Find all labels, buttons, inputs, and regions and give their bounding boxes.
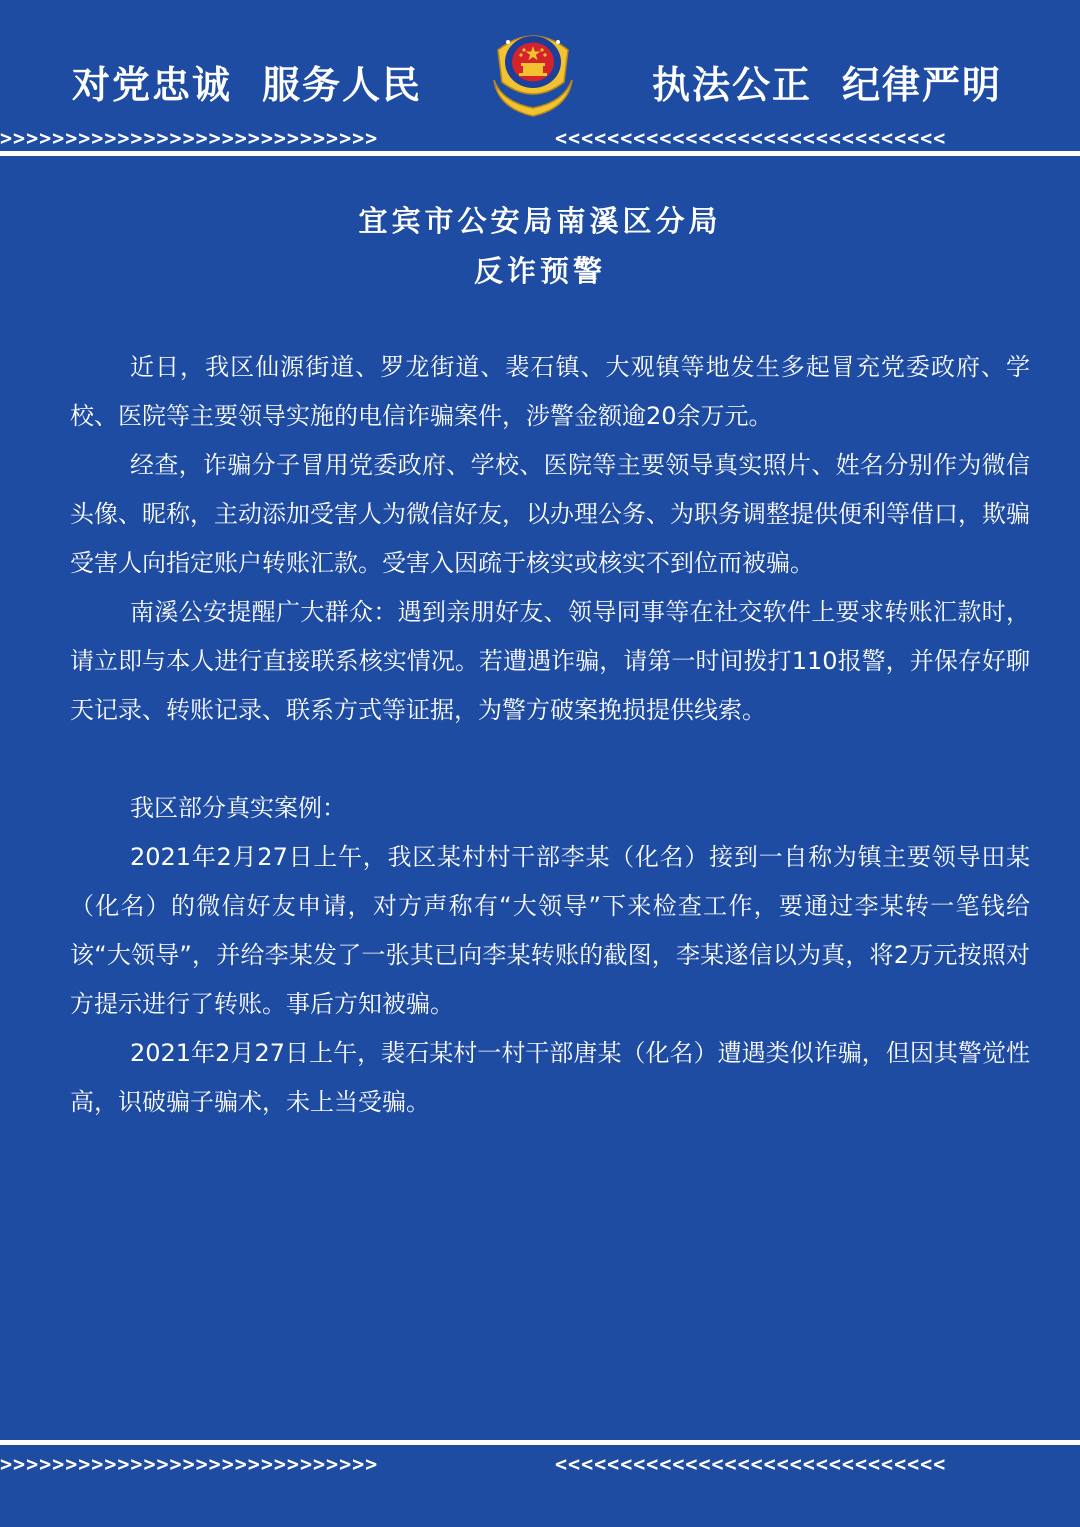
doc-title-warning: 反诈预警 [473,254,606,288]
slogan-right [652,60,1002,110]
slogan-left [72,60,422,110]
arrows-right-icon: >>>>>>>>>>>>>>>>>>>>>>>>>>>>> [0,1452,379,1476]
paragraph-reminder: 南溪公安提醒广大群众：遇到亲朋好友、领导同事等在社交软件上要求转账汇款时，请立即与本人进行直接联系核实情况。若遭遇诈骗，请第一时间拨打110报警，并保存好聊天记录、转账记录、联系方式等证据，为警方破案挽损提供线索。 [70,598,1030,724]
bottom-divider [0,1440,1080,1445]
bottom-arrow-strip [0,1452,1080,1476]
case-paragraph: 2021年2月27日上午，我区某村村干部李某（化名）接到一自称为镇主要领导田某（化名）的微信好友申请，对方声称有“大领导”下来检查工作，要通过李某转一笔钱给该“大领导”，并给李某发了一张其已向李某转账的截图，李某遂信以为真，将2万元按照对方提示进行了转账。事后方知被骗。 [70,843,1030,1018]
header [0,0,1080,125]
cases-heading: 我区部分真实案例： [130,794,346,822]
paragraph-investigation: 经查，诈骗分子冒用党委政府、学校、医院等主要领导真实照片、姓名分别作为微信头像、昵称，主动添加受害人为微信好友，以办理公务、为职务调整提供便利等借口，欺骗受害人向指定账户转账汇款。受害入因疏于核实或核实不到位而被骗。 [70,451,1030,577]
case-paragraph: 2021年2月27日上午，裴石某村一村干部唐某（化名）遭遇类似诈骗，但因其警觉性高，识破骗子骗术，未上当受骗。 [70,1039,1030,1116]
slogan-fair-law: 执法公正 [652,63,813,107]
top-divider [0,151,1080,156]
top-arrow-strip [0,126,1080,150]
slogan-serve-people: 服务人民 [262,63,423,107]
arrows-left-icon: <<<<<<<<<<<<<<<<<<<<<<<<<<<<<< [555,126,947,150]
slogan-strict-discipline: 纪律严明 [842,63,1003,107]
arrows-left-icon: <<<<<<<<<<<<<<<<<<<<<<<<<<<<<< [555,1452,947,1476]
arrows-right-icon: >>>>>>>>>>>>>>>>>>>>>>>>>>>>> [0,126,379,150]
police-emblem-icon [484,20,582,120]
document-body [70,343,1030,1127]
doc-title-agency: 宜宾市公安局南溪区分局 [358,204,722,238]
slogan-loyalty: 对党忠诚 [72,63,233,107]
paragraph-summary: 近日，我区仙源街道、罗龙街道、裴石镇、大观镇等地发生多起冒充党委政府、学校、医院等主要领导实施的电信诈骗案件，涉警金额逾20余万元。 [70,353,1030,430]
